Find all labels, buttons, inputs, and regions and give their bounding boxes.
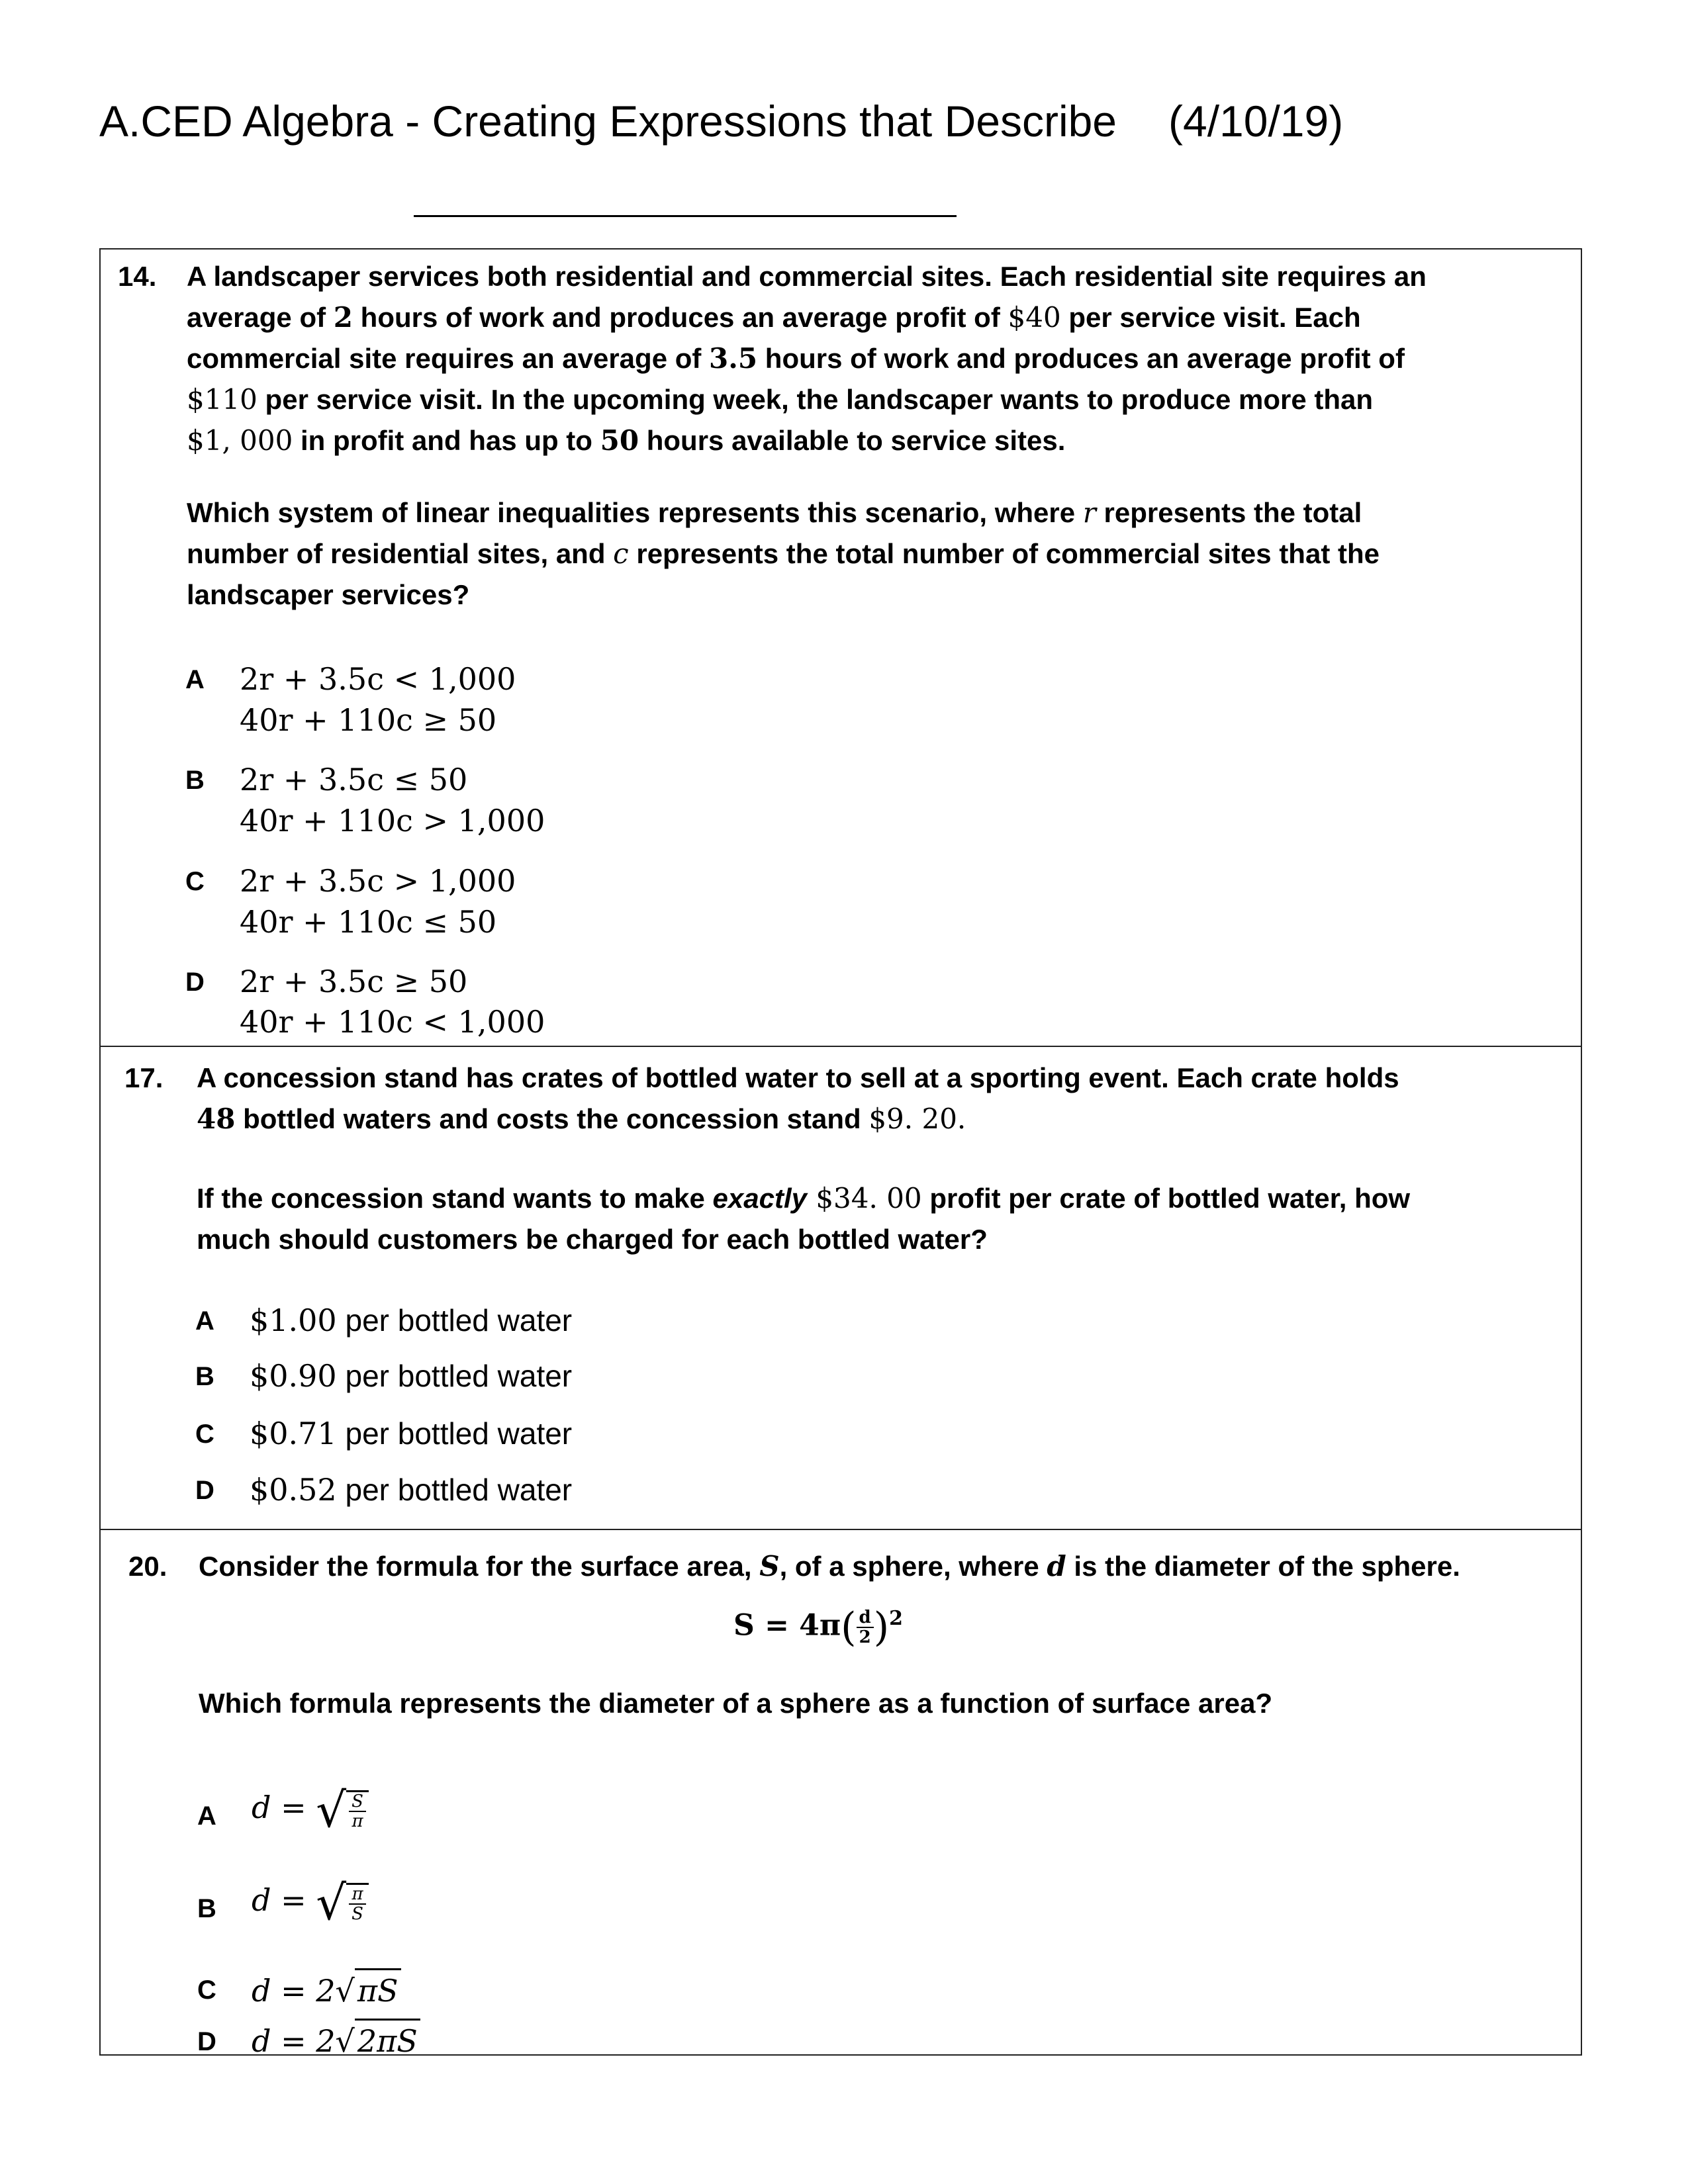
option-text: $1.00 per bottled water: [250, 1302, 573, 1338]
text-line: landscaper services?: [187, 579, 470, 610]
option-formula: d = 2√2πS: [252, 2019, 420, 2062]
option-inequality-2: 40r + 110c > 1,000: [240, 803, 545, 839]
option-letter: C: [195, 1420, 214, 1449]
option-letter: D: [185, 968, 205, 997]
question-number: 17.: [124, 1062, 164, 1093]
question-14-box: [99, 248, 1582, 1047]
option-letter: D: [195, 1476, 214, 1505]
text-line: Which system of linear inequalities represents this scenario, where r represents the total: [187, 496, 1362, 529]
text-line: A concession stand has crates of bottled water to sell at a sporting event. Each crate holds: [197, 1062, 1399, 1093]
question-17-scenario: [197, 1058, 1399, 1140]
option-letter: A: [195, 1306, 214, 1336]
title-date: (4/10/19): [1168, 97, 1344, 146]
option-inequality-2: 40r + 110c < 1,000: [240, 1004, 545, 1040]
text-line: $110 per service visit. In the upcoming week, the landscaper wants to produce more than: [187, 383, 1373, 416]
option-letter: C: [185, 867, 205, 896]
option-inequality-1: 2r + 3.5c ≤ 50: [240, 762, 468, 797]
option-inequality-2: 40r + 110c ≥ 50: [240, 702, 497, 738]
option-letter: B: [197, 1894, 216, 1923]
formula-lhs: S = 4π: [733, 1608, 841, 1643]
option-inequality-1: 2r + 3.5c > 1,000: [240, 863, 516, 899]
text-line: A landscaper services both residential and commercial sites. Each residential site requires an: [187, 261, 1427, 292]
option-letter: B: [185, 766, 205, 795]
text-line: $1, 000 in profit and has up to 50 hours available to service sites.: [187, 424, 1066, 457]
option-inequality-2: 40r + 110c ≤ 50: [240, 904, 497, 940]
question-number: 14.: [118, 261, 157, 292]
text-line: much should customers be charged for each bottled water?: [197, 1224, 988, 1255]
text-line: commercial site requires an average of 3.5 hours of work and produces an average profit of: [187, 342, 1405, 375]
question-17-prompt: [197, 1178, 1410, 1260]
option-text: $0.52 per bottled water: [250, 1472, 573, 1508]
question-number: 20.: [128, 1551, 167, 1582]
question-20-scenario: Consider the formula for the surface area, S, of a sphere, where d is the diameter of the sphere.: [199, 1550, 1460, 1582]
title-text: A.CED Algebra - Creating Expressions that Describe: [99, 97, 1117, 146]
option-formula: d = 2√πS: [252, 1968, 401, 2011]
option-text: $0.90 per bottled water: [250, 1358, 573, 1394]
question-17-box: [99, 1046, 1582, 1530]
option-letter: A: [185, 665, 205, 694]
surface-area-formula: S = 4π( $\frac{d}{2}$ )$^2$: [733, 1604, 904, 1651]
text-line: 48 bottled waters and costs the concession stand $9. 20.: [197, 1103, 966, 1135]
text-line: If the concession stand wants to make exactly $34. 00 profit per crate of bottled water, how: [197, 1182, 1411, 1214]
option-letter: C: [197, 1976, 216, 2005]
text-line: average of 2 hours of work and produces an average profit of $40 per service visit. Each: [187, 301, 1361, 334]
option-letter: D: [197, 2027, 216, 2056]
option-formula: d = √ $\frac{\pi}{S}$: [252, 1880, 369, 1923]
text-line: number of residential sites, and c represents the total number of commercial sites that the: [187, 537, 1380, 570]
option-inequality-1: 2r + 3.5c ≥ 50: [240, 964, 468, 999]
option-letter: B: [195, 1362, 214, 1391]
fraction: $\frac{d}{2}$: [857, 1608, 874, 1647]
name-blank-line: [414, 215, 957, 217]
question-20-prompt: Which formula represents the diameter of a sphere as a function of surface area?: [199, 1688, 1273, 1719]
formula-exponent: 2: [889, 1606, 904, 1630]
question-20-box: [99, 1529, 1582, 2059]
option-inequality-1: 2r + 3.5c < 1,000: [240, 661, 516, 697]
option-text: $0.71 per bottled water: [250, 1416, 573, 1451]
question-14-scenario: [187, 256, 1427, 461]
page-title: [99, 97, 1344, 146]
option-formula: d = √ $\frac{S}{\pi}$: [252, 1787, 369, 1831]
option-letter: A: [197, 1801, 216, 1831]
question-14-prompt: [187, 492, 1380, 615]
